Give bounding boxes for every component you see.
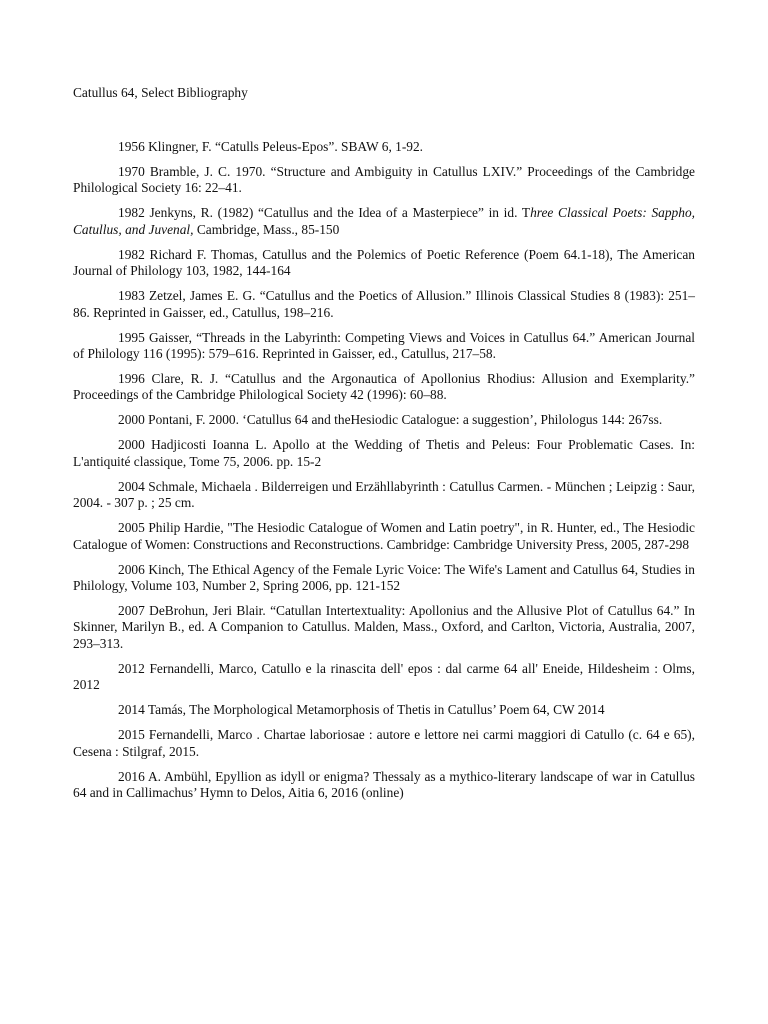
bibliography-entry: 1995 Gaisser, “Threads in the Labyrinth: Competing Views and Voices in Catullus 64.” American Journal of Philology 116 (1995): 579–616. Reprinted in Gaisser, ed., Catullus, 217–58. (73, 329, 695, 362)
bibliography-entry: 1996 Clare, R. J. “Catullus and the Argonautica of Apollonius Rhodius: Allusion and Exemplarity.” Proceedings of the Cambridge Philological Society 42 (1996): 60–88. (73, 371, 695, 403)
bibliography-entry: 2005 Philip Hardie, "The Hesiodic Catalogue of Women and Latin poetry", in R. Hunter, ed., The Hesiodic Catalogue of Women: Constructions and Reconstructions. Cambridge: Cambridge University Press, 2005, 287-298 (73, 520, 695, 552)
bibliography-entry: 1956 Klingner, F. “Catulls Peleus-Epos”. SBAW 6, 1-92. (118, 139, 424, 154)
entry-title-italic: hree Classical Poets: Sappho, Catullus, and Juvenal, (73, 205, 695, 237)
bibliography-entry: 1970 Bramble, J. C. 1970. “Structure and Ambiguity in Catullus LXIV.” Proceedings of the Cambridge Philological Society 16: 22–41. (73, 164, 695, 196)
bibliography-entry: 2006 Kinch, The Ethical Agency of the Female Lyric Voice: The Wife's Lament and Catullus 64, Studies in Philology, Volume 103, Number 2, Spring 2006, pp. 121-152 (73, 561, 695, 594)
bibliography-entry: 2016 A. Ambühl, Epyllion as idyll or enigma? Thessaly as a mythico-literary landscape of war in Catullus 64 and in Callimachus’ Hymn to Delos, Aitia 6, 2016 (online) (73, 768, 695, 801)
bibliography-entry: 2007 DeBrohun, Jeri Blair. “Catullan Intertextuality: Apollonius and the Allusive Plot of Catullus 64.” In Skinner, Marilyn B., ed. A Companion to Catullus. Malden, Mass., Oxford, and Carlton, Victoria, Australia, 2007, 293–313. (73, 603, 695, 651)
bibliography-entry: 1983 Zetzel, James E. G. “Catullus and the Poetics of Allusion.” Illinois Classical Studies 8 (1983): 251–86. Reprinted in Gaisser, ed., Catullus, 198–216. (73, 288, 695, 320)
bibliography-entry: 2000 Hadjicosti Ioanna L. Apollo at the Wedding of Thetis and Peleus: Four Problematic Cases. In: L'antiquité classique, Tome 75, 2006. pp. 15-2 (73, 437, 695, 469)
bibliography-entry (73, 205, 695, 238)
bibliography-entry: 2014 Tamás, The Morphological Metamorphosis of Thetis in Catullus’ Poem 64, CW 2014 (118, 702, 605, 718)
bibliography-entry: 2015 Fernandelli, Marco . Chartae laboriosae : autore e lettore nei carmi maggiori di Catullo (c. 64 e 65), Cesena : Stilgraf, 2015. (73, 727, 695, 759)
bibliography-entry: 1982 Richard F. Thomas, Catullus and the Polemics of Poetic Reference (Poem 64.1-18), The American Journal of Philology 103, 1982, 144-164 (73, 246, 695, 279)
bibliography-entry: 2000 Pontani, F. 2000. ‘Catullus 64 and theHesiodic Catalogue: a suggestion’, Philologus 144: 267ss. (118, 412, 663, 428)
bibliography-entry: 2012 Fernandelli, Marco, Catullo e la rinascita dell' epos : dal carme 64 all' Eneide, Hildesheim : Olms, 2012 (73, 660, 695, 693)
bibliography-entry: 2004 Schmale, Michaela . Bilderreigen und Erzähllabyrinth : Catullus Carmen. - München ; Leipzig : Saur, 2004. - 307 p. ; 25 cm. (73, 478, 695, 511)
entry-text-before: 1982 Jenkyns, R. (1982) “Catullus and the Idea of a Masterpiece” in id. T (118, 205, 531, 221)
document-page (73, 84, 695, 810)
document-title: Catullus 64, Select Bibliography (73, 85, 248, 100)
entry-text-after: Cambridge, Mass., 85-150 (193, 221, 340, 237)
